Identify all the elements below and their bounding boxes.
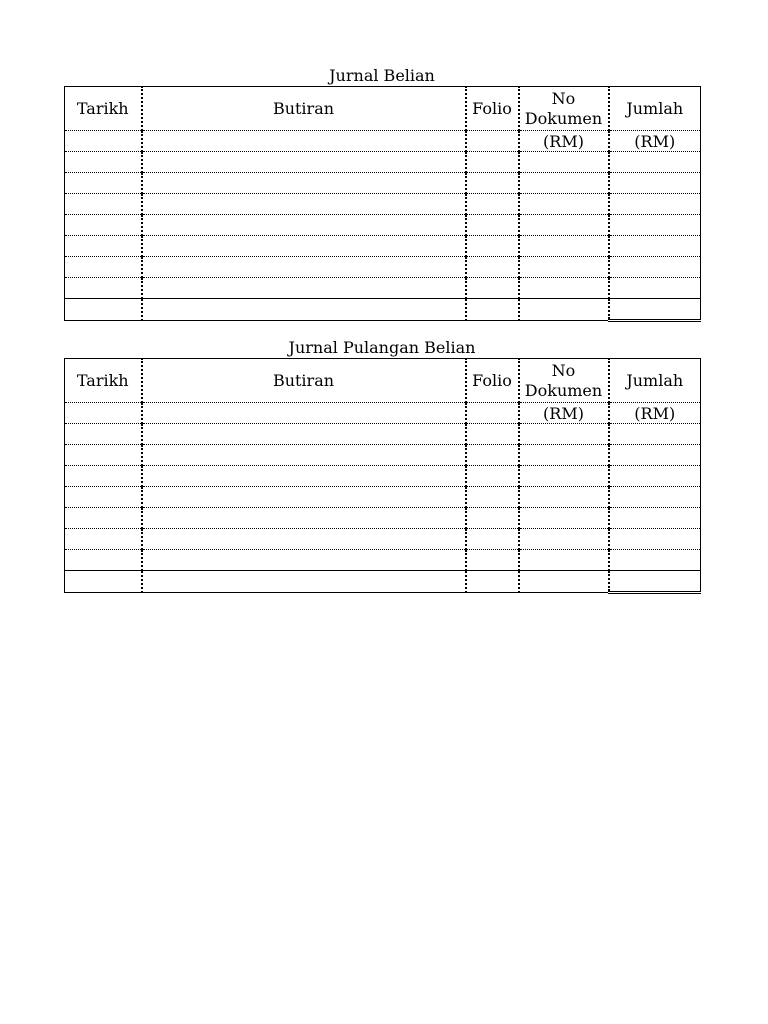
table-row — [65, 424, 701, 445]
table-row — [65, 215, 701, 236]
header-folio: Folio — [466, 359, 519, 403]
header-row — [65, 359, 701, 403]
table-row — [65, 236, 701, 257]
unit-row — [65, 131, 701, 152]
unit-amount: (RM) — [609, 131, 701, 152]
table-row — [65, 466, 701, 487]
journal-title: Jurnal Pulangan Belian — [288, 338, 476, 357]
table-row — [65, 278, 701, 299]
cell — [65, 403, 142, 424]
table-row — [65, 194, 701, 215]
header-amount: Jumlah — [609, 359, 701, 403]
total-amount-cell — [609, 299, 701, 321]
table-row — [65, 257, 701, 278]
header-doc-line2: Dokumen — [524, 108, 603, 128]
header-folio: Folio — [466, 87, 519, 131]
header-amount: Jumlah — [609, 87, 701, 131]
ledger-table — [64, 86, 701, 322]
table-row — [65, 152, 701, 173]
cell — [466, 131, 519, 152]
total-row — [65, 299, 701, 321]
purchase-journal — [64, 66, 700, 322]
header-date: Tarikh — [65, 87, 142, 131]
header-details: Butiran — [142, 87, 466, 131]
cell — [65, 131, 142, 152]
header-details: Butiran — [142, 359, 466, 403]
table-row — [65, 445, 701, 466]
table-row — [65, 173, 701, 194]
journal-title: Jurnal Belian — [329, 66, 435, 85]
header-doc-no — [519, 359, 609, 403]
unit-doc: (RM) — [519, 131, 609, 152]
cell — [142, 131, 466, 152]
total-row — [65, 571, 701, 593]
header-doc-line2: Dokumen — [524, 380, 603, 400]
header-date: Tarikh — [65, 359, 142, 403]
total-amount-cell — [609, 571, 701, 593]
table-row — [65, 487, 701, 508]
table-row — [65, 508, 701, 529]
unit-doc: (RM) — [519, 403, 609, 424]
header-doc-line1: No — [551, 88, 576, 108]
header-row — [65, 87, 701, 131]
purchase-returns-journal — [64, 338, 700, 594]
unit-row — [65, 403, 701, 424]
header-doc-no — [519, 87, 609, 131]
header-doc-line1: No — [551, 360, 576, 380]
ledger-table — [64, 358, 701, 594]
cell — [466, 403, 519, 424]
table-row — [65, 529, 701, 550]
cell — [142, 403, 466, 424]
unit-amount: (RM) — [609, 403, 701, 424]
table-row — [65, 550, 701, 571]
